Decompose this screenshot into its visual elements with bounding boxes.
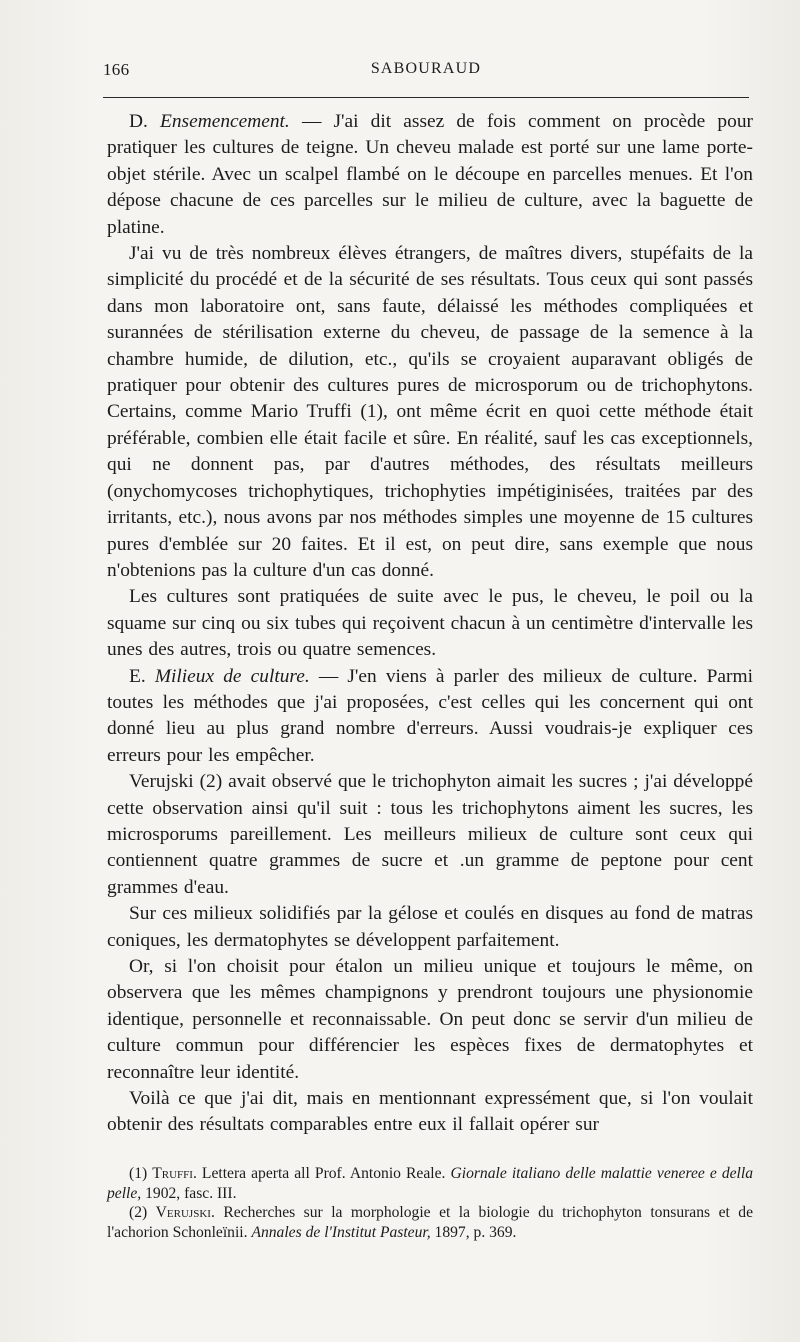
footnote-journal: Giornale italiano delle malattie veneree e della pelle, (107, 1165, 754, 1202)
section-title-milieux: Milieux de culture. (154, 665, 310, 687)
paragraph-text: — J'en viens à parler des milieux de culture. Parmi toutes les méthodes que j'ai proposées, c'est celles qui les concernent qui ont donné lieu au plus grand nombre d'erreurs. Aussi voudrais-je expliquer ces erreurs pour les empêcher. (107, 665, 753, 766)
footnote-text: Lettera aperta all Prof. Antonio Reale. (201, 1165, 446, 1182)
footnote-1 (107, 1164, 753, 1203)
running-head: SABOURAUD (370, 60, 482, 77)
section-label-d: D. (129, 111, 148, 132)
footnote-author: Verujski. (155, 1204, 215, 1222)
paragraph-ensemencement (107, 109, 753, 241)
footnote-2 (107, 1203, 753, 1242)
footnote-marker: (2) (129, 1204, 148, 1222)
section-label-e: E. (129, 665, 146, 687)
header-rule (103, 97, 749, 98)
paragraph-text: — J'ai dit assez de fois comment on procède pour pratiquer les cultures de teigne. Un cheveu malade est porté sur une lame porte-objet stérile. Avec un scalpel flambé on le découpe en parcelles menues. Et l'on dépose chacune de ces parcelles sur le milieu de culture, avec la baguette de platine. (107, 111, 753, 238)
paragraph: Verujski (2) avait observé que le trichophyton aimait les sucres ; j'ai développé cette observation ainsi qu'il suit : tous les trichophytons aiment les sucres, les microsporums pareillement. Les meilleurs milieux de culture sont ceux qui contiennent quatre grammes de sucre et .un gramme de peptone pour cent grammes d'eau. (107, 771, 753, 898)
paragraph: Sur ces milieux solidifiés par la gélose et coulés en disques au fond de matras coniques, les dermatophytes se développent parfaitement. (107, 903, 753, 951)
section-title-ensemencement: Ensemencement. (160, 111, 290, 132)
footnotes (107, 1164, 753, 1242)
paragraph: Or, si l'on choisit pour étalon un milieu unique et toujours le même, on observera que les mêmes champignons y prendront toujours une physionomie identique, personnelle et reconnaissable. On peut donc se servir d'un milieu de culture commun pour différencier les espèces fixes de dermatophytes et reconnaître leur identité. (107, 956, 753, 1083)
footnote-journal: Annales de l'Institut Pasteur, (251, 1223, 431, 1241)
page-number: 166 (103, 60, 130, 79)
footnote-author: Truffi. (152, 1165, 197, 1182)
main-text (107, 109, 753, 1139)
footnote-marker: (1) (129, 1165, 148, 1182)
footnote-tail: 1902, fasc. III. (145, 1184, 237, 1202)
footnote-text: Recherches sur la morphologie et la biologie du trichophyton tonsurans et de l'achorion Schonleïnii. (107, 1204, 754, 1241)
paragraph: Voilà ce que j'ai dit, mais en mentionnant expressément que, si l'on voulait obtenir des résultats comparables entre eux il fallait opérer sur (107, 1088, 753, 1136)
paragraph-milieux (107, 664, 753, 770)
page-header (103, 60, 749, 86)
footnote-tail: 1897, p. 369. (434, 1223, 517, 1241)
paragraph: J'ai vu de très nombreux élèves étrangers, de maîtres divers, stupéfaits de la simplicité du procédé et de la sécurité de ses résultats. Tous ceux qui sont passés dans mon laboratoire ont, sans faute, délaissé les méthodes compliquées et surannées de stérilisation externe du cheveu, de passage de la semence à la chambre humide, de dilution, etc., qu'ils se croyaient auparavant obligés de pratiquer pour obtenir des cultures pures de microsporum ou de trichophytons. Certains, comme Mario Truffi (1), ont même écrit en quoi cette méthode était préférable, combien elle était facile et sûre. En réalité, sauf les cas exceptionnels, qui ne donnent pas, par d'autres méthodes, des résultats meilleurs (onychomycoses trichophytiques, trichophyties impétiginisées, traitées par des irritants, etc.), nous avons par nos méthodes simples une moyenne de 15 cultures pures d'emblée sur 20 faites. Et il est, on peut dire, sans exemple que nous n'obtenions pas la culture d'un cas donné. (107, 243, 753, 581)
paragraph: Les cultures sont pratiquées de suite avec le pus, le cheveu, le poil ou la squame sur cinq ou six tubes qui reçoivent chacun à un centimètre d'intervalle les unes des autres, trois ou quatre semences. (107, 586, 753, 661)
